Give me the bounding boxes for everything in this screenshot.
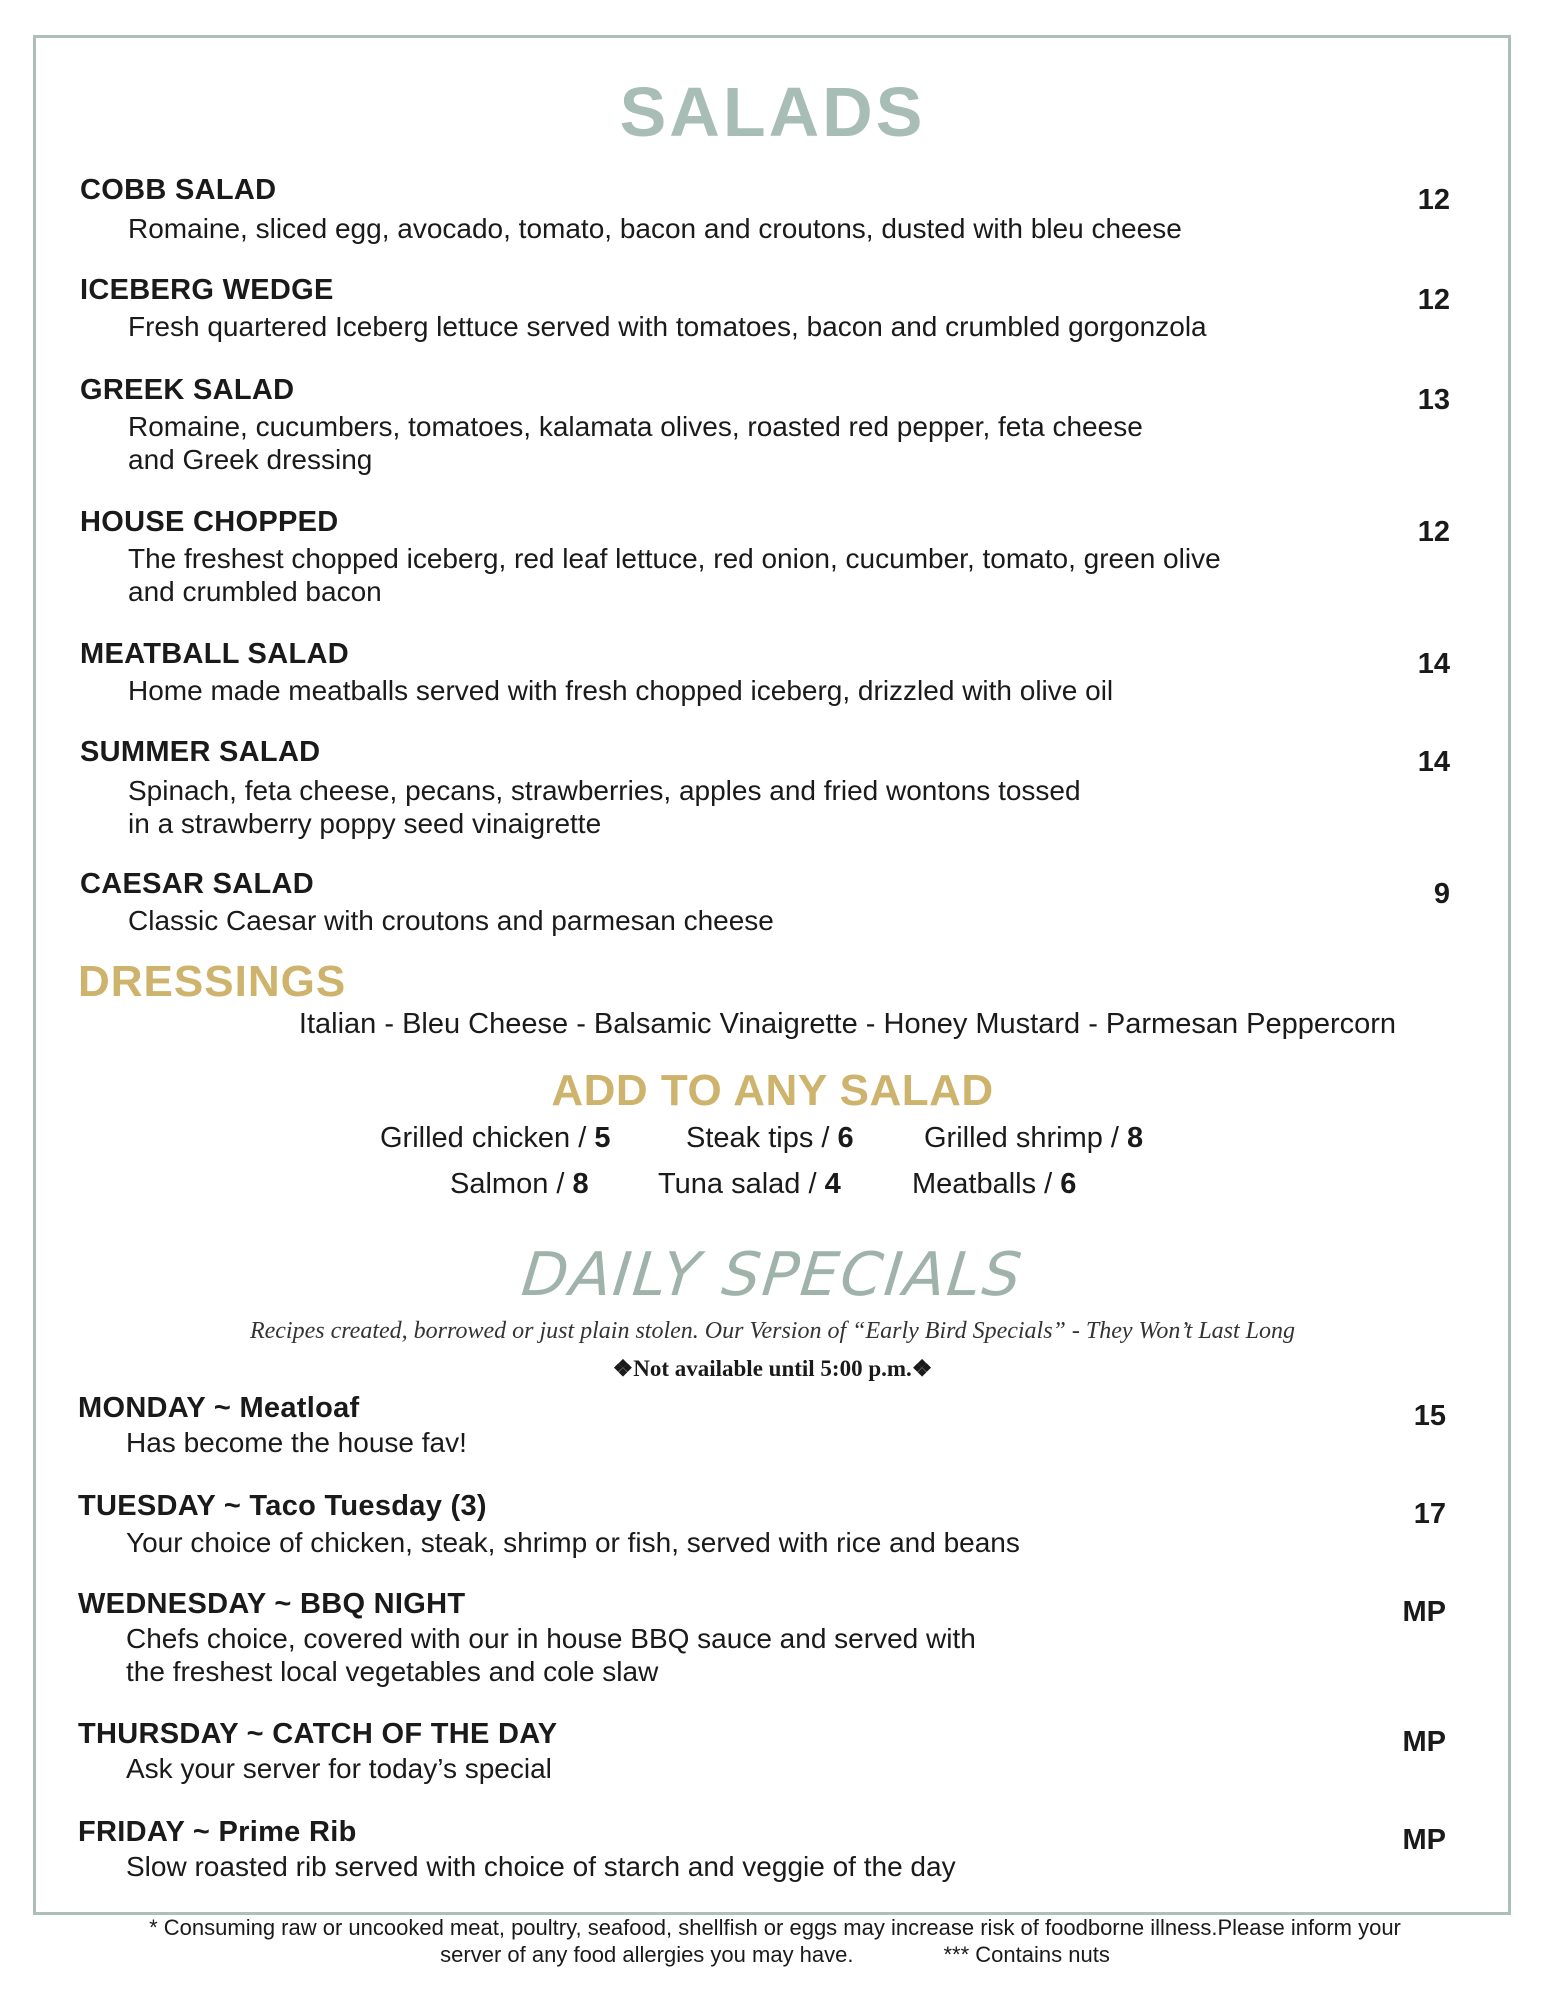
salad-price-cobb: 12 xyxy=(1417,184,1450,216)
salad-desc-greek-1: Romaine, cucumbers, tomatoes, kalamata olives, roasted red pepper, feta cheese xyxy=(128,411,1143,442)
special-name-thursday: THURSDAY ~ CATCH OF THE DAY xyxy=(78,1718,558,1750)
salad-desc-iceberg: Fresh quartered Iceberg lettuce served with tomatoes, bacon and crumbled gorgonzola xyxy=(128,311,1207,342)
salad-name-house-chopped: HOUSE CHOPPED xyxy=(80,506,339,538)
footer-line-2 xyxy=(60,1941,1490,1968)
salad-price-house-chopped: 12 xyxy=(1417,516,1450,548)
salad-price-summer: 14 xyxy=(1417,746,1450,778)
add-on-item: Tuna salad / 4 xyxy=(658,1168,841,1200)
special-desc-tuesday: Your choice of chicken, steak, shrimp or fish, served with rice and beans xyxy=(126,1527,1020,1558)
footer-disclaimer xyxy=(60,1914,1490,1968)
salads-title: SALADS xyxy=(619,73,926,151)
salad-name-meatball: MEATBALL SALAD xyxy=(80,638,349,670)
special-name-monday: MONDAY ~ Meatloaf xyxy=(78,1392,360,1424)
salad-name-caesar: CAESAR SALAD xyxy=(80,868,314,900)
special-desc-thursday: Ask your server for today’s special xyxy=(126,1753,552,1784)
salad-price-iceberg: 12 xyxy=(1417,284,1450,316)
special-price-tuesday: 17 xyxy=(1413,1498,1446,1530)
special-desc-monday: Has become the house fav! xyxy=(126,1427,467,1458)
salad-desc-meatball: Home made meatballs served with fresh chopped iceberg, drizzled with olive oil xyxy=(128,675,1114,706)
salad-desc-house-chopped-1: The freshest chopped iceberg, red leaf lettuce, red onion, cucumber, tomato, green olive xyxy=(128,543,1221,574)
add-on-item: Grilled chicken / 5 xyxy=(380,1122,611,1154)
special-desc-wednesday-1: Chefs choice, covered with our in house BBQ sauce and served with xyxy=(126,1623,976,1654)
dressings-title: DRESSINGS xyxy=(78,957,347,1006)
salad-price-meatball: 14 xyxy=(1417,648,1450,680)
daily-specials-subtitle: Recipes created, borrowed or just plain stolen. Our Version of “Early Bird Specials” - They Won’t Last Long xyxy=(249,1318,1296,1344)
salad-desc-greek-2: and Greek dressing xyxy=(128,444,373,475)
special-desc-wednesday-2: the freshest local vegetables and cole slaw xyxy=(126,1656,659,1687)
daily-specials-title: DAILY SPECIALS xyxy=(518,1240,1027,1310)
special-price-friday: MP xyxy=(1402,1824,1446,1856)
salad-price-greek: 13 xyxy=(1417,384,1450,416)
salad-name-greek: GREEK SALAD xyxy=(80,374,295,406)
salad-desc-cobb: Romaine, sliced egg, avocado, tomato, bacon and croutons, dusted with bleu cheese xyxy=(128,213,1182,244)
special-price-wednesday: MP xyxy=(1402,1596,1446,1628)
add-on-item: Salmon / 8 xyxy=(450,1168,589,1200)
salad-name-summer: SUMMER SALAD xyxy=(80,736,321,768)
special-desc-friday: Slow roasted rib served with choice of starch and veggie of the day xyxy=(126,1851,956,1882)
special-name-tuesday: TUESDAY ~ Taco Tuesday (3) xyxy=(78,1490,487,1522)
footer-line-1: * Consuming raw or uncooked meat, poultry, seafood, shellfish or eggs may increase risk of foodborne illness.Please inform your xyxy=(149,1915,1401,1940)
add-on-title: ADD TO ANY SALAD xyxy=(551,1066,994,1115)
special-price-monday: 15 xyxy=(1413,1400,1446,1432)
salad-desc-caesar: Classic Caesar with croutons and parmesan cheese xyxy=(128,905,774,936)
special-name-wednesday: WEDNESDAY ~ BBQ NIGHT xyxy=(78,1588,466,1620)
special-price-thursday: MP xyxy=(1402,1726,1446,1758)
salad-desc-summer-1: Spinach, feta cheese, pecans, strawberries, apples and fried wontons tossed xyxy=(128,775,1081,806)
salad-price-caesar: 9 xyxy=(1433,878,1450,910)
add-on-item: Steak tips / 6 xyxy=(686,1122,854,1154)
salad-name-cobb: COBB SALAD xyxy=(80,174,277,206)
allergy-note: server of any food allergies you may have. xyxy=(440,1942,854,1967)
nuts-note: *** Contains nuts xyxy=(943,1942,1110,1967)
daily-specials-note: ❖Not available until 5:00 p.m.❖ xyxy=(612,1356,933,1381)
special-name-friday: FRIDAY ~ Prime Rib xyxy=(78,1816,357,1848)
add-on-item: Grilled shrimp / 8 xyxy=(924,1122,1144,1154)
salad-desc-house-chopped-2: and crumbled bacon xyxy=(128,576,382,607)
dressings-list: Italian - Bleu Cheese - Balsamic Vinaigrette - Honey Mustard - Parmesan Peppercorn xyxy=(298,1008,1397,1040)
salad-name-iceberg: ICEBERG WEDGE xyxy=(80,274,334,306)
add-on-item: Meatballs / 6 xyxy=(912,1168,1077,1200)
salad-desc-summer-2: in a strawberry poppy seed vinaigrette xyxy=(128,808,602,839)
